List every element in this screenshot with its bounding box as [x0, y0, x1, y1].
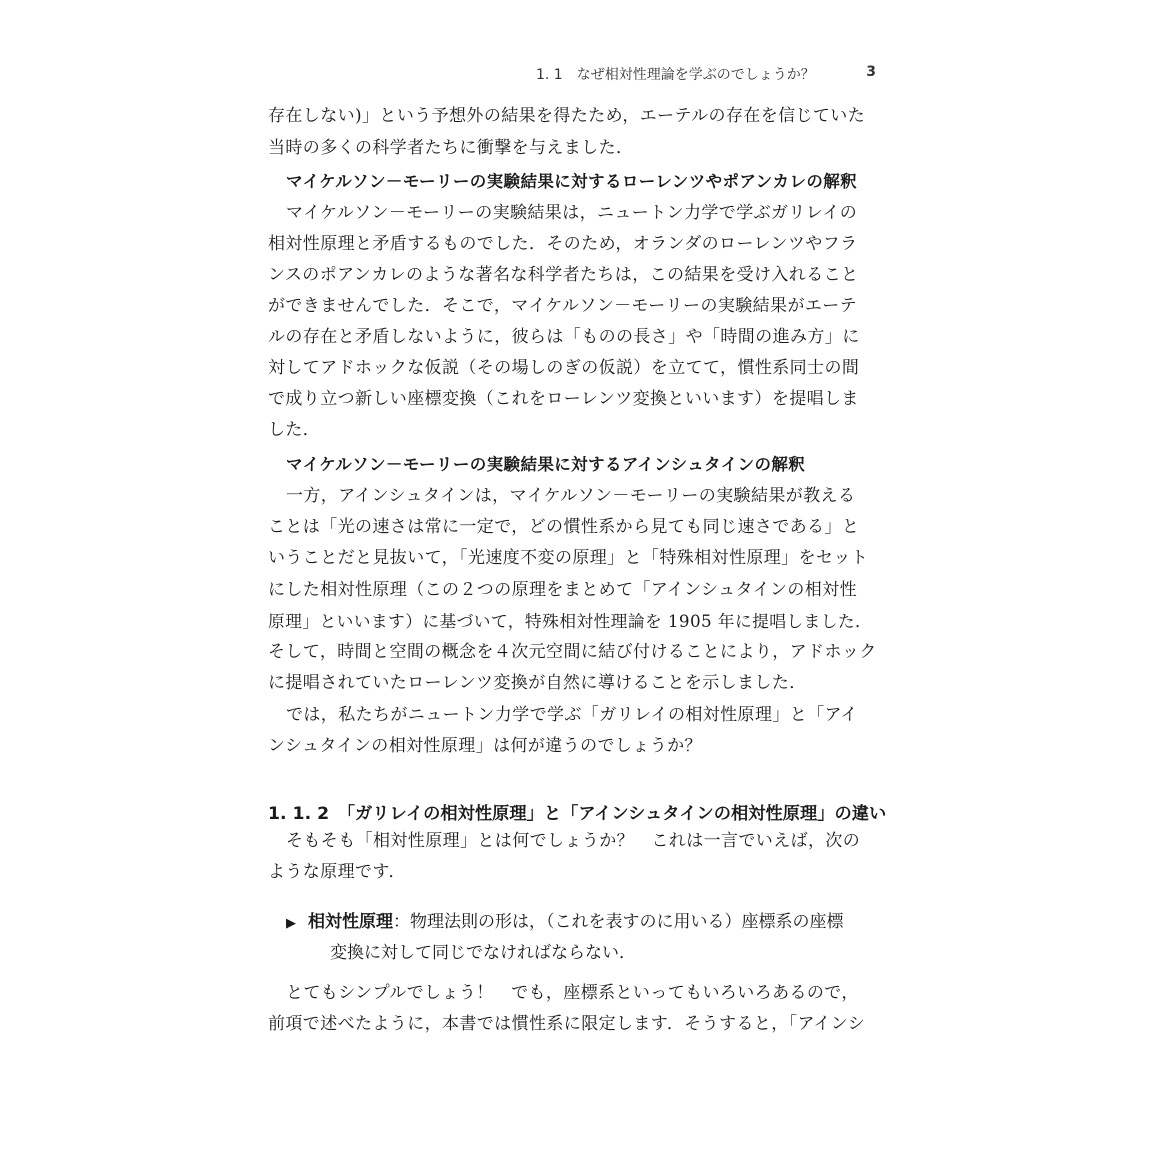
running-head-section: 1. 1 なぜ相対性理論を学ぶのでしょうか？	[536, 67, 815, 83]
paragraph-line: とてもシンプルでしょう！ でも，座標系といってもいろいろあるので，	[286, 983, 859, 1003]
paragraph-line: そもそも「相対性原理」とは何でしょうか？ これは一言でいえば，次の	[286, 831, 861, 851]
definition-text: ：物理法則の形は，（これを表すのに用いる）座標系の座標	[393, 912, 844, 932]
paragraph-line: 相対性原理と矛盾するものでした．そのため，オランダのローレンツやフラ	[268, 234, 858, 254]
paragraph-line: では，私たちがニュートン力学で学ぶ「ガリレイの相対性原理」と「アイ	[286, 705, 858, 725]
paragraph-line: した．	[268, 420, 321, 440]
paragraph-line: 当時の多くの科学者たちに衝撃を与えました．	[268, 138, 634, 158]
paragraph-line: にした相対性原理（この２つの原理をまとめて「アインシュタインの相対性	[268, 580, 857, 600]
triangle-bullet-icon: ▶	[286, 916, 296, 931]
definition-bullet	[286, 907, 886, 932]
section-title: 1. 1. 2 「ガリレイの相対性原理」と「アインシュタインの相対性原理」の違い	[268, 804, 887, 824]
paragraph-line: で成り立つ新しい座標変換（これをローレンツ変換といいます）を提唱しま	[268, 389, 859, 409]
definition-term: 相対性原理	[308, 912, 393, 932]
paragraph-line: ことは「光の速さは常に一定で，どの慣性系から見ても同じ速さである」と	[268, 517, 860, 537]
paragraph-line: ルの存在と矛盾しないように，彼らは「ものの長さ」や「時間の進み方」に	[268, 327, 860, 347]
paragraph-line: 前項で述べたように，本書では慣性系に限定します．そうすると，「アインシ	[268, 1014, 866, 1034]
paragraph-line: に提唱されていたローレンツ変換が自然に導けることを示しました．	[268, 673, 807, 693]
paragraph-line: いうことだと見抜いて，「光速度不変の原理」と「特殊相対性原理」をセット	[268, 548, 869, 568]
paragraph-line: ような原理です．	[268, 862, 406, 882]
paragraph-line: 対してアドホックな仮説（その場しのぎの仮説）を立てて，慣性系同士の間	[268, 358, 860, 378]
running-head	[536, 64, 876, 84]
paragraph-line: マイケルソン－モーリーの実験結果は，ニュートン力学で学ぶガリレイの	[286, 203, 858, 223]
subheading-einstein: マイケルソン－モーリーの実験結果に対するアインシュタインの解釈	[286, 455, 806, 474]
definition-text-continued: 変換に対して同じでなければならない．	[330, 943, 636, 963]
paragraph-line: ンスのポアンカレのような著名な科学者たちは，この結果を受け入れること	[268, 265, 859, 285]
page-number: 3	[866, 64, 876, 80]
subheading-lorentz-poincare: マイケルソン－モーリーの実験結果に対するローレンツやポアンカレの解釈	[286, 172, 858, 191]
paragraph-line: 存在しない)」という予想外の結果を得たため，エーテルの存在を信じていた	[268, 106, 866, 126]
paragraph-line: 一方，アインシュタインは，マイケルソン－モーリーの実験結果が教える	[286, 486, 856, 506]
paragraph-line: ができませんでした．そこで，マイケルソン－モーリーの実験結果がエーテ	[268, 296, 858, 316]
paragraph-line: そして，時間と空間の概念を４次元空間に結び付けることにより，アドホック	[268, 642, 877, 662]
paragraph-line: 原理」といいます）に基づいて，特殊相対性理論を 1905 年に提唱しました．	[268, 611, 873, 631]
paragraph-line: ンシュタインの相対性原理」は何が違うのでしょうか？	[268, 736, 702, 756]
